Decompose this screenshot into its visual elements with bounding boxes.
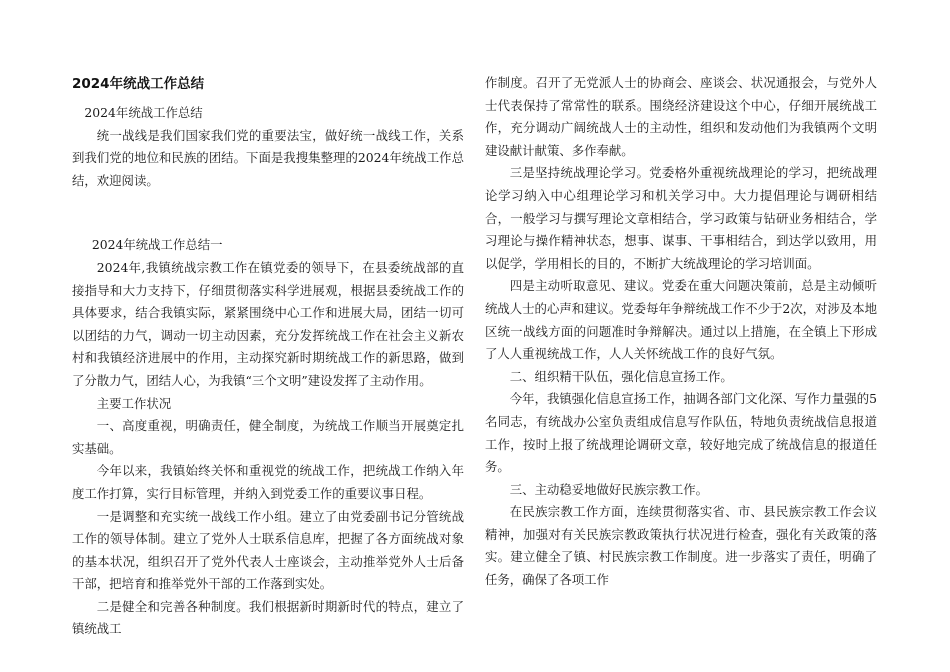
document-subtitle: 2024年统战工作总结 — [84, 105, 203, 120]
body-paragraph: 三是坚持统战理论学习。党委格外重视统战理论的学习，把统战理论学习纳入中心组理论学习和机关学习中。大力提倡理论与调研相结合，一般学习与撰写理论文章相结合，学习政策与钻研业务相结合，学习理论与操作精神状态，想事、谋事、干事相结合，到达学以致用，用以促学，学用相长的目的，不断扩大统战理论的学习培训面。 — [485, 165, 877, 271]
body-paragraph: 二是健全和完善各种制度。我们根据新时期新时代的特点，建立了镇统战工 — [72, 598, 464, 637]
left-column — [72, 72, 464, 641]
body-paragraph-continued: 作制度。召开了无党派人士的协商会、座谈会、状况通报会，与党外人士代表保持了常常性的联系。围绕经济建设这个中心，仔细开展统战工作，充分调动广阔统战人士的主动性，组织和发动他们为我镇两个文明建设献计献策、多作奉献。 — [485, 75, 877, 158]
intro-paragraph: 统一战线是我们国家我们党的重要法宝，做好统一战线工作，关系到我们党的地位和民族的团结。下面是我搜集整理的2024年统战工作总结，欢迎阅读。 — [72, 127, 464, 188]
body-paragraph: 今年以来，我镇始终关怀和重视党的统战工作，把统战工作纳入年度工作打算，实行目标管理，并纳入到党委工作的重要议事日程。 — [72, 463, 464, 501]
right-column — [485, 72, 877, 592]
body-paragraph: 在民族宗教工作方面，连续贯彻落实省、市、县民族宗教工作会议精神，加强对有关民族宗教政策执行状况进行检查，强化有关政策的落实。建立健全了镇、村民族宗教工作制度。进一步落实了责任，明确了任务，确保了各项工作 — [485, 504, 877, 588]
document-title: 2024年统战工作总结 — [72, 76, 205, 92]
body-paragraph: 一是调整和充实统一战线工作小组。建立了由党委副书记分管统战工作的领导体制。建立了党外人士联系信息库，把握了各方面统战对象的基本状况，组织召开了党外代表人士座谈会，主动推举党外人士后备干部，把培育和推举党外干部的工作落到实处。 — [72, 508, 464, 592]
body-paragraph: 2024年,我镇统战宗教工作在镇党委的领导下，在县委统战部的直接指导和大力支持下，仔细贯彻落实科学进展观，根据县委统战工作的具体要求，结合我镇实际，紧紧围绕中心工作和进展大局，团结一切可以团结的力气，调动一切主动因素，充分发挥统战工作在社会主义新农村和我镇经济进展中的作用，主动探究新时期统战工作的新思路，做到了分散力气，团结人心，为我镇“三个文明”建设发挥了主动作用。 — [72, 259, 464, 388]
body-paragraph: 二、组织精干队伍，强化信息宣扬工作。 — [509, 368, 733, 384]
section-heading: 2024年统战工作总结一 — [91, 237, 223, 253]
body-paragraph: 三、主动稳妥地做好民族宗教工作。 — [509, 481, 709, 497]
body-paragraph: 四是主动听取意见、建议。党委在重大问题决策前，总是主动倾听统战人士的心声和建议。党委每年争辩统战工作不少于2次，对涉及本地区统一战线方面的问题准时争辩解决。通过以上措施，在全镇上下形成了人人重视统战工作，人人关怀统战工作的良好气氛。 — [485, 278, 877, 362]
section-label: 主要工作状况 — [96, 395, 172, 411]
body-paragraph: 今年，我镇强化信息宣扬工作，抽调各部门文化深、写作力量强的5名同志，有统战办公室负责组成信息写作队伍，特地负责统战信息报道工作，按时上报了统战理论调研文章，较好地完成了统战信息的报道任务。 — [485, 391, 878, 475]
body-paragraph: 一、高度重视，明确责任，健全制度，为统战工作顺当开展奠定扎实基础。 — [72, 418, 464, 456]
